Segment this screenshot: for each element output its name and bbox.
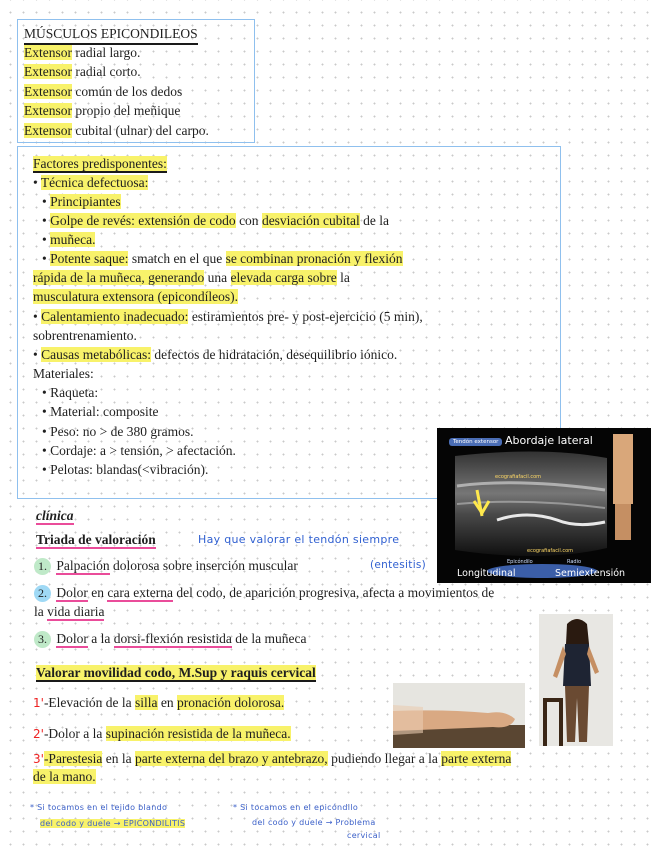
- factor-calentamiento: • Calentamiento inadecuado: estiramientos pre- y post-ejercicio (5 min),: [33, 309, 423, 324]
- factor-muneca: • muñeca.: [42, 232, 96, 247]
- triada-title: Triada de valoración: [36, 532, 156, 547]
- material-pelotas: • Pelotas: blandas(<vibración).: [42, 462, 209, 477]
- note-right-line-1: * Si tocamos en el epicóndilo: [233, 803, 359, 812]
- materiales-heading: Materiales:: [33, 366, 94, 381]
- triada-item-3: 3. Dolor a la dorsi-flexión resistida de la muñeca: [34, 630, 306, 648]
- factor-causas: • Causas metabólicas: defectos de hidratación, desequilibrio iónico.: [33, 347, 398, 362]
- note-left-line-1: * Si tocamos en el tejido blando: [30, 803, 168, 812]
- muscle-item: Extensor radial largo.: [24, 45, 141, 60]
- factors-title: Factores predisponentes:: [33, 156, 167, 171]
- us-title: Abordaje lateral: [505, 434, 593, 447]
- material-peso: • Peso: no > de 380 gramos.: [42, 424, 194, 439]
- note-right-line-3: cervical: [347, 831, 381, 840]
- us-label-right: Semiextensión: [555, 568, 626, 579]
- muscle-item: Extensor radial corto.: [24, 64, 141, 79]
- us-small-left: Epicóndilo: [507, 559, 533, 565]
- factor-potente-cont2: musculatura extensora (epicondíleos).: [33, 289, 239, 304]
- us-small-right: Radio: [567, 559, 582, 565]
- material-raqueta: • Raqueta:: [42, 385, 99, 400]
- muscle-item: Extensor propio del meñique: [24, 103, 181, 118]
- factor-principiantes: • Principiantes: [42, 194, 121, 209]
- valorar-item-3: 3'-Parestesia en la parte externa del brazo y antebrazo, pudiendo llegar a la parte externa: [33, 751, 512, 766]
- triada-item-2: 2. Dolor en cara externa del codo, de aparición progresiva, afecta a movimientos de: [34, 584, 494, 602]
- pen-note-entesitis: (entesitis): [370, 559, 427, 571]
- valorar-item-1: 1'-Elevación de la silla en pronación dolorosa.: [33, 695, 285, 710]
- factor-potente: • Potente saque: smatch en el que se combinan pronación y flexión: [42, 251, 403, 266]
- factor-calentamiento-cont: sobrentrenamiento.: [33, 328, 137, 343]
- pen-note-tendon: Hay que valorar el tendón siempre: [198, 533, 400, 546]
- valorar-item-2: 2'-Dolor a la supinación resistida de la muñeca.: [33, 726, 291, 741]
- muscles-title: MÚSCULOS EPICONDILEOS: [24, 25, 198, 45]
- valorar-item-3-cont: de la mano.: [33, 769, 96, 784]
- us-site-2: ecografiafacil.com: [527, 548, 574, 554]
- triada-item-1: 1. Palpación dolorosa sobre inserción muscular: [34, 557, 298, 575]
- valorar-title: Valorar movilidad codo, M.Sup y raquis cervical: [36, 665, 316, 680]
- clinica-title: clínica: [36, 508, 74, 523]
- material-cordaje: • Cordaje: a > tensión, > afectación.: [42, 443, 236, 458]
- ultrasound-image: [437, 428, 651, 583]
- factor-potente-cont: rápida de la muñeca, generando una elevada carga sobre la: [33, 270, 350, 285]
- woman-photo: [539, 614, 613, 746]
- us-label-left: Longitudinal: [457, 568, 516, 579]
- forearm-photo: [393, 683, 525, 748]
- muscle-item: Extensor cubital (ulnar) del carpo.: [24, 123, 209, 138]
- us-site-1: ecografiafacil.com: [495, 474, 542, 480]
- material-composite: • Material: composite: [42, 404, 159, 419]
- note-left-line-2: del codo y duele → EPICONDILITIS: [40, 819, 186, 828]
- muscle-item: Extensor común de los dedos: [24, 84, 183, 99]
- note-right-line-2: del codo y duele → Problema: [252, 818, 376, 827]
- triada-item-2-cont: la vida diaria: [34, 604, 105, 619]
- factor-tecnica: • Técnica defectuosa:: [33, 175, 149, 190]
- factor-golpe: • Golpe de revés: extensión de codo con desviación cubital de la: [42, 213, 390, 228]
- us-tag-left: Tendón extensor: [449, 438, 502, 446]
